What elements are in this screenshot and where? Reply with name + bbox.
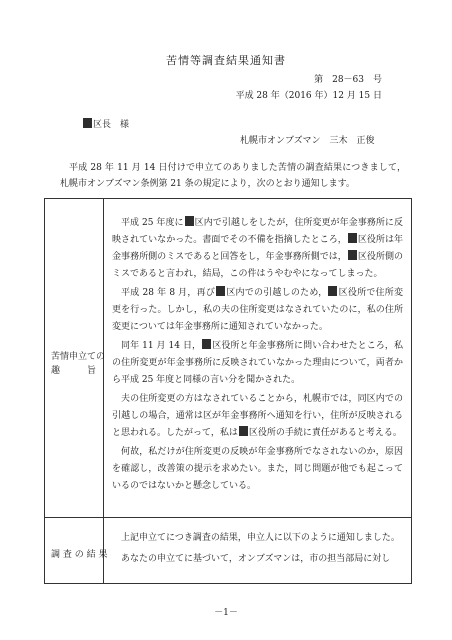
result-label: 調 査 の 結 果 — [51, 550, 108, 560]
addressee — [82, 117, 129, 130]
redaction-block — [239, 426, 248, 436]
complaint-paragraph-1 — [104, 215, 411, 283]
redaction-block — [328, 286, 337, 296]
complaint-paragraph-5: 何故，私だけが住所変更の反映が年金事務所でなされないのか，原因を確認し，改善策の提示を求めたい。また，同じ問題が他でも起こっているのではないかと懸念している。 — [112, 447, 403, 491]
complaint-label-line1: 苦情申立ての — [51, 352, 106, 362]
sender: 札幌市オンブズマン 三木 正俊 — [240, 136, 375, 146]
document-title: 苦情等調査結果通知書 — [166, 54, 286, 67]
text-span: 夫の住所変更の方はなされていることから，札幌市では，同区内での引越しの場合，通常は区が年金事務所へ通知を行い，住所が反映されると思われる。したがって，私は — [112, 394, 403, 438]
document-date: 平成 28 年（2016 年）12 月 15 日 — [235, 91, 382, 101]
text-span: 平成 25 年度に — [121, 218, 184, 228]
text-span: 区役所の手続に責任があると考える。 — [248, 428, 402, 438]
intro-paragraph — [60, 160, 406, 192]
document-number: 第 28－63 号 — [314, 75, 382, 85]
result-content-cell — [104, 518, 411, 583]
result-paragraph-2: あなたの申立てに基づいて，オンブズマンは，市の担当部局に対し — [121, 554, 391, 564]
intro-text: 平成 28 年 11 月 14 日付けで申立てのありました苦情の調査結果につきまして，札幌市オンブズマン条例第 21 条の規定により，次のとおり通知します。 — [60, 163, 406, 189]
text-span: 平成 28 年 8 月，再び — [121, 288, 216, 298]
complaint-paragraph-2 — [104, 285, 411, 336]
redaction-block — [185, 216, 194, 226]
result-paragraph-1: 上記申立てにつき調査の結果，申立人に以下のように通知しました。 — [121, 533, 400, 543]
redaction-block — [348, 233, 357, 243]
redaction-block — [348, 250, 357, 260]
text-span: 区役所は年金事務所側のミスであると回答をし，年金事務所側では， — [112, 235, 403, 262]
text-span: 同年 11 月 14 日， — [121, 341, 202, 351]
redaction-block — [83, 118, 92, 128]
complaint-paragraph-4 — [104, 391, 411, 442]
text-span: 区役所と年金事務所に問い合わせたところ，私の住所変更が年金事務所に反映されていなかった理由について，両者から平成 25 年度と同様の言い分を聞かされた。 — [112, 341, 403, 385]
complaint-label-line2: 趣 旨 — [51, 366, 97, 376]
text-span: 区役所側のミスであると言われ，結局，この件はうやむやになってしまった。 — [112, 252, 403, 279]
complaint-label-cell — [45, 199, 104, 517]
result-table — [44, 198, 412, 584]
text-span: 区内での引越しのため， — [226, 288, 328, 298]
text-span: 区内で引越しをしたが，住所変更が年金事務所に反映されていなかった。書面でその不備を指摘したところ， — [112, 218, 403, 245]
page-number: －1－ — [214, 608, 238, 618]
complaint-content-cell — [104, 199, 411, 517]
complaint-paragraph-3 — [104, 338, 411, 389]
redaction-block — [216, 286, 225, 296]
redaction-block — [202, 339, 211, 349]
addressee-name: 区長 様 — [93, 120, 130, 130]
result-label-cell — [45, 518, 108, 583]
text-span: 区役所で住所変更を行った。しかし，私の夫の住所変更はなされていたのに，私の住所変更については年金事務所に通知されていなかった。 — [112, 288, 403, 332]
complaint-row — [45, 199, 411, 518]
result-row — [45, 518, 411, 583]
